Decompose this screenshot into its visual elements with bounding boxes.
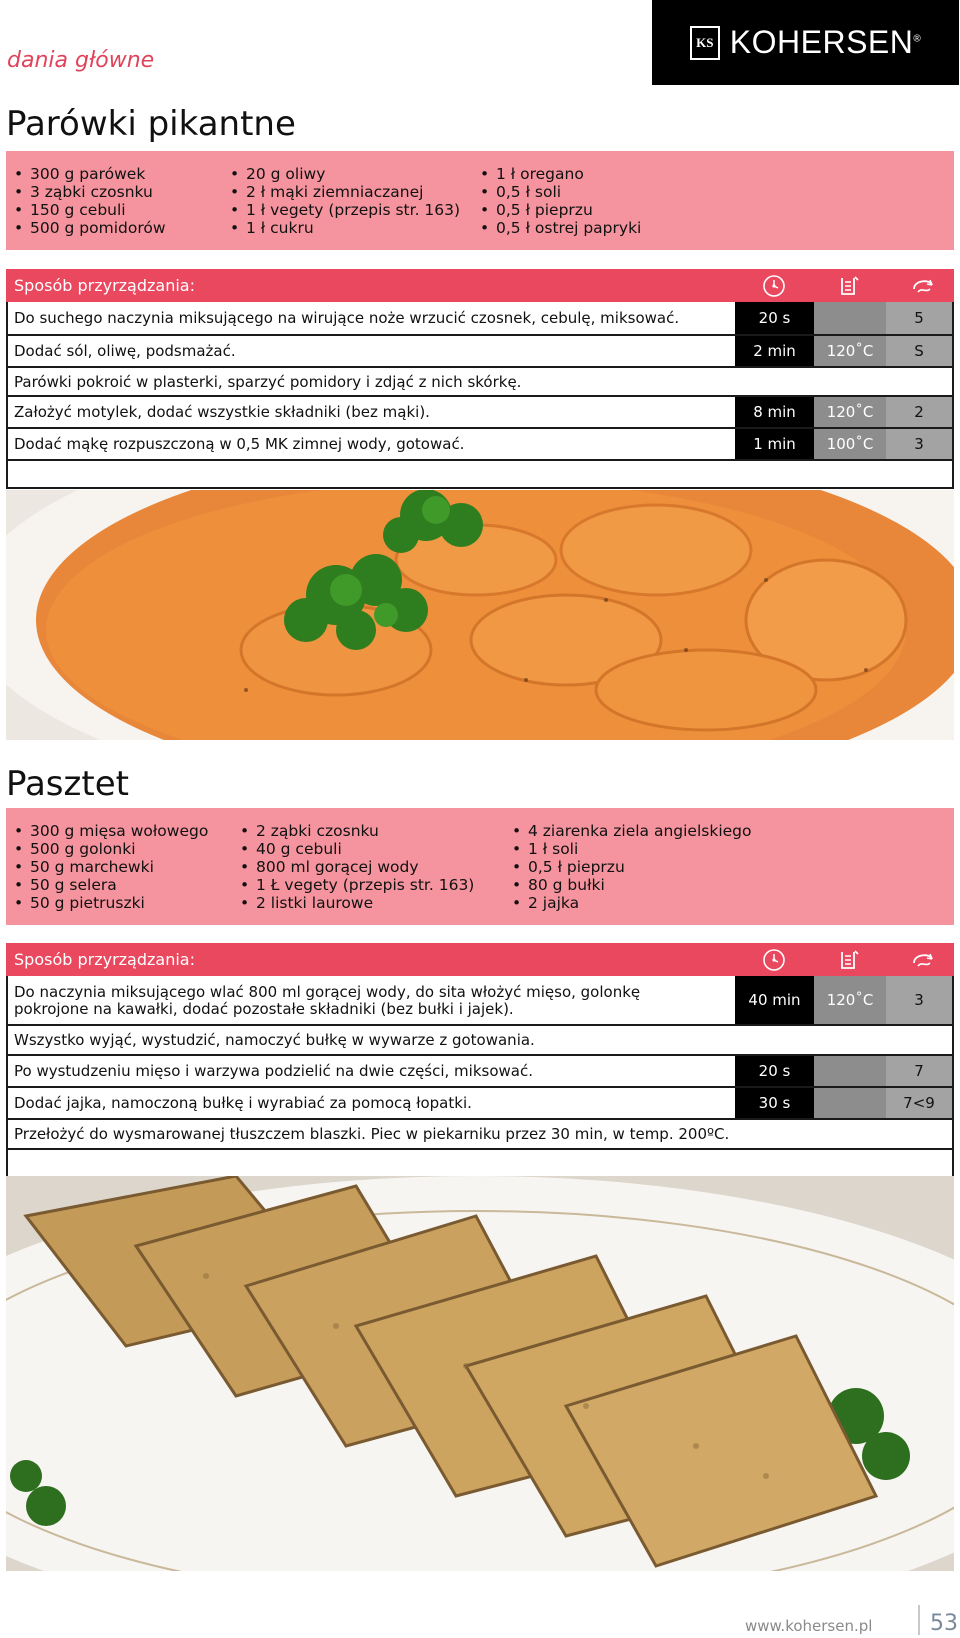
step-temp (814, 1056, 886, 1086)
step-row (8, 461, 952, 487)
step-row (8, 1088, 952, 1120)
timer-icon (761, 948, 787, 972)
step-speed: S (886, 336, 952, 366)
ingredients-column (478, 165, 641, 237)
steps-table (6, 302, 954, 489)
footer-url[interactable]: www.kohersen.pl (745, 1617, 873, 1635)
ingredient: • 1 ł oregano (478, 165, 641, 183)
ingredients-column (12, 165, 166, 237)
step-temp: 100˚C (814, 429, 886, 459)
step-row (8, 976, 952, 1026)
ingredient: • 0,5 ł pieprzu (478, 201, 641, 219)
ingredient: • 1 ł soli (510, 840, 752, 858)
dish-photo (6, 490, 954, 740)
step-text: Do suchego naczynia miksującego na wirujące noże wrzucić czosnek, cebulę, miksować. (14, 309, 680, 327)
step-temp (814, 302, 886, 334)
step-speed: 7<9 (886, 1088, 952, 1118)
step-row (8, 1056, 952, 1088)
ingredient: • 0,5 ł pieprzu (510, 858, 752, 876)
step-time: 2 min (735, 336, 814, 366)
step-row (8, 1150, 952, 1176)
step-temp: 120˚C (814, 336, 886, 366)
ingredients-box (6, 151, 954, 250)
ingredient: • 50 g pietruszki (12, 894, 208, 912)
ingredient: • 2 ł mąki ziemniaczanej (228, 183, 460, 201)
step-text: Po wystudzeniu mięso i warzywa podzielić na dwie części, miksować. (14, 1062, 533, 1080)
step-row (8, 302, 952, 336)
ingredient: • 500 g golonki (12, 840, 208, 858)
step-speed: 5 (886, 302, 952, 334)
ingredient: • 300 g mięsa wołowego (12, 822, 208, 840)
method-header (6, 269, 954, 302)
ingredient: • 3 ząbki czosnku (12, 183, 166, 201)
ingredient: • 20 g oliwy (228, 165, 460, 183)
step-row (8, 429, 952, 461)
ingredient: • 50 g selera (12, 876, 208, 894)
step-temp: 120˚C (814, 976, 886, 1024)
ingredient: • 50 g marchewki (12, 858, 208, 876)
timer-icon (761, 274, 787, 298)
step-text: Do naczynia miksującego wlać 800 ml gorącej wody, do sita włożyć mięso, golonkę pokrojone na kawałki, dodać pozostałe składniki (bez bułki i jajek). (14, 983, 641, 1018)
thermometer-icon (836, 274, 862, 298)
step-temp: 120˚C (814, 397, 886, 427)
ingredient: • 0,5 ł ostrej papryki (478, 219, 641, 237)
step-row (8, 336, 952, 368)
step-speed: 3 (886, 429, 952, 459)
step-speed: 3 (886, 976, 952, 1024)
brand-mark: KS (690, 26, 720, 60)
ingredient: • 500 g pomidorów (12, 219, 166, 237)
ingredient: • 1 Ł vegety (przepis str. 163) (238, 876, 474, 894)
ingredient: • 2 jajka (510, 894, 752, 912)
step-time: 8 min (735, 397, 814, 427)
ingredient: • 2 listki laurowe (238, 894, 474, 912)
step-row (8, 368, 952, 397)
ingredient: • 800 ml gorącej wody (238, 858, 474, 876)
steps-table (6, 976, 954, 1178)
recipe-title: Pasztet (6, 764, 129, 804)
page-number: 53 (930, 1611, 958, 1636)
method-header (6, 943, 954, 976)
step-text: Dodać mąkę rozpuszczoną w 0,5 MK zimnej wody, gotować. (14, 435, 465, 453)
ingredient: • 150 g cebuli (12, 201, 166, 219)
method-label: Sposób przyrządzania: (14, 276, 195, 295)
step-time: 20 s (735, 302, 814, 334)
step-temp (814, 1088, 886, 1118)
ingredient: • 2 ząbki czosnku (238, 822, 474, 840)
ingredients-column (510, 822, 752, 912)
step-text: Parówki pokroić w plasterki, sparzyć pomidory i zdjąć z nich skórkę. (14, 373, 522, 391)
ingredients-column (228, 165, 460, 237)
step-speed: 2 (886, 397, 952, 427)
ingredient: • 300 g parówek (12, 165, 166, 183)
ingredient: • 4 ziarenka ziela angielskiego (510, 822, 752, 840)
step-text: Założyć motylek, dodać wszystkie składniki (bez mąki). (14, 403, 430, 421)
step-text: Dodać sól, oliwę, podsmażać. (14, 342, 236, 360)
step-text: Wszystko wyjąć, wystudzić, namoczyć bułkę w wywarze z gotowania. (14, 1031, 535, 1049)
recipe-title: Parówki pikantne (6, 104, 296, 144)
step-time: 20 s (735, 1056, 814, 1086)
step-row (8, 1120, 952, 1150)
speed-icon (910, 274, 936, 298)
ingredient: • 1 ł cukru (228, 219, 460, 237)
dish-photo (6, 1176, 954, 1571)
ingredient: • 40 g cebuli (238, 840, 474, 858)
brand-name: KOHERSEN® (729, 24, 922, 60)
ingredient: • 80 g bułki (510, 876, 752, 894)
step-time: 40 min (735, 976, 814, 1024)
section-category: dania główne (7, 48, 155, 73)
step-time: 30 s (735, 1088, 814, 1118)
speed-icon (910, 948, 936, 972)
step-row (8, 1026, 952, 1056)
step-text: Przełożyć do wysmarowanej tłuszczem blaszki. Piec w piekarniku przez 30 min, w temp. 200ºC. (14, 1125, 730, 1143)
ingredients-column (238, 822, 474, 912)
step-text: Dodać jajka, namoczoną bułkę i wyrabiać za pomocą łopatki. (14, 1094, 472, 1112)
ingredients-box (6, 808, 954, 925)
step-speed: 7 (886, 1056, 952, 1086)
ingredients-column (12, 822, 208, 912)
method-label: Sposób przyrządzania: (14, 950, 195, 969)
ingredient: • 0,5 ł soli (478, 183, 641, 201)
brand-logo (652, 0, 959, 85)
footer-divider (918, 1605, 920, 1635)
step-row (8, 397, 952, 429)
step-time: 1 min (735, 429, 814, 459)
ingredient: • 1 ł vegety (przepis str. 163) (228, 201, 460, 219)
thermometer-icon (836, 948, 862, 972)
